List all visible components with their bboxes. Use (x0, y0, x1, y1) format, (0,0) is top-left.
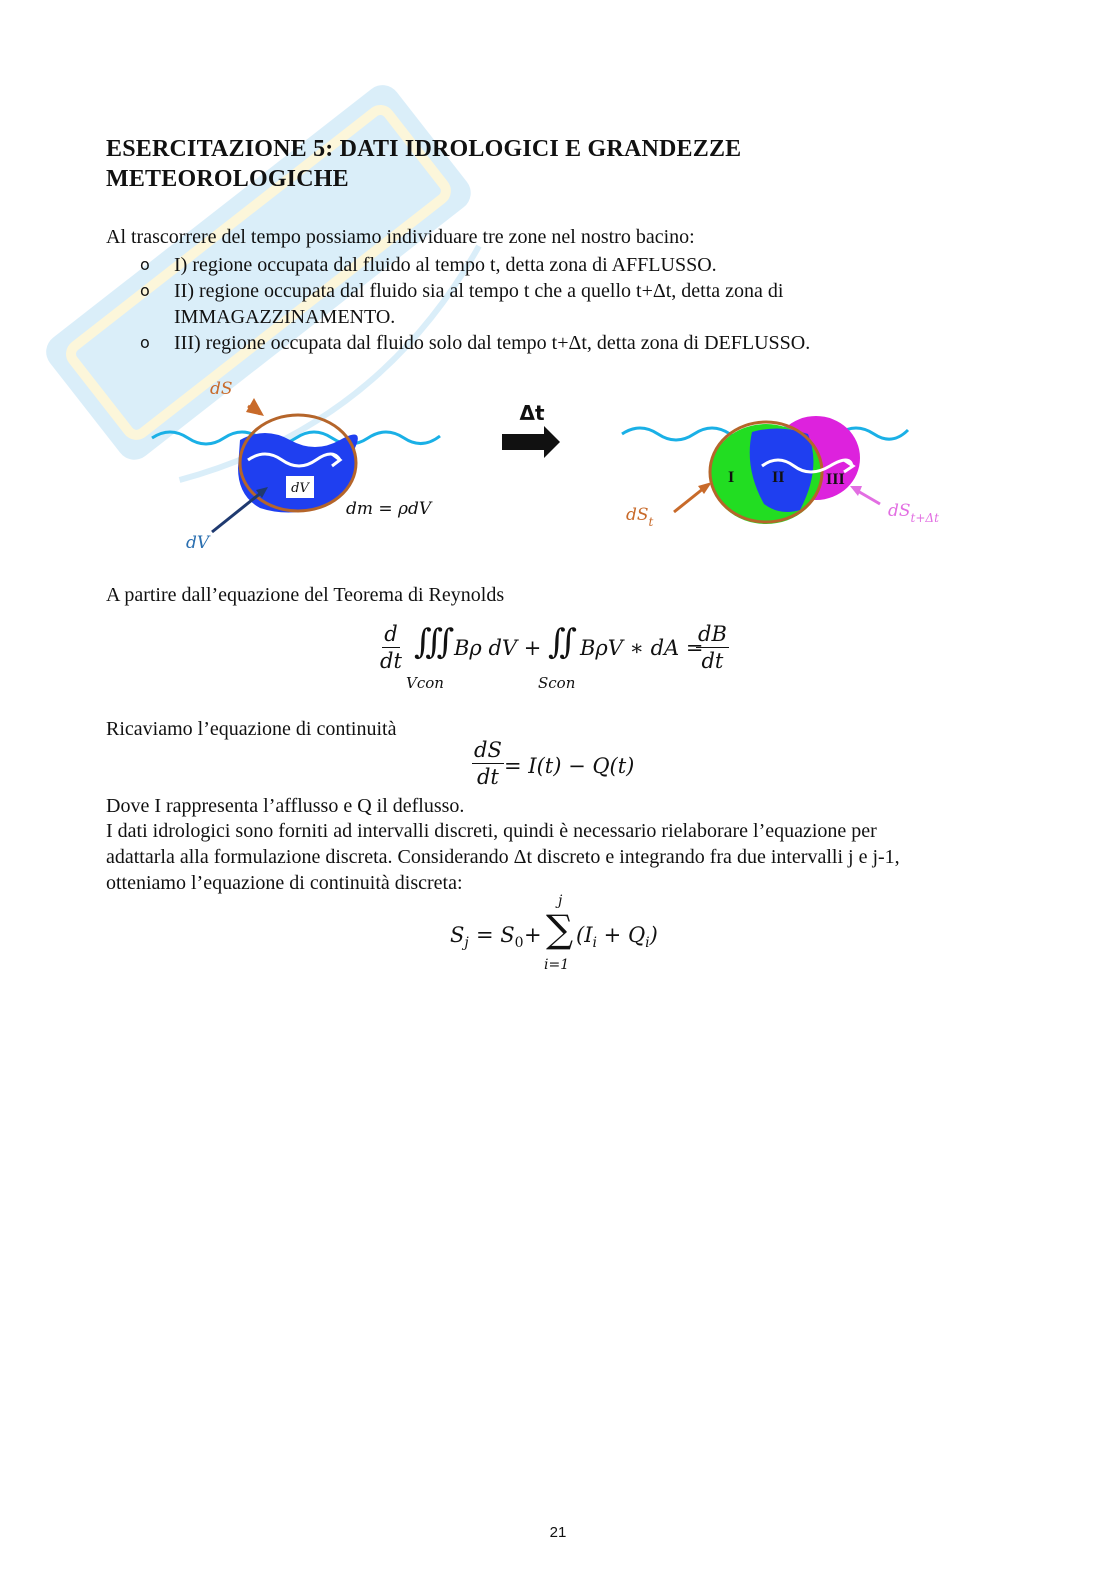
zone-ii-label: II (772, 469, 785, 486)
control-volume-figure (140, 368, 970, 568)
sum-lower: i=1 (544, 957, 570, 973)
zone-iii-label: III (826, 471, 845, 488)
list-item-text: III) regione occupata dal fluido solo dal tempo t+Δt, detta zona di DEFLUSSO. (174, 332, 811, 354)
dV-box-label: dV (291, 481, 309, 496)
continuity-equation (472, 738, 692, 796)
double-integral: ∬ (548, 622, 577, 662)
frac-dS-dt (472, 738, 504, 789)
sigma-icon: ∑ (546, 907, 574, 951)
bullet-icon: o (140, 281, 150, 300)
list-item (106, 330, 1006, 356)
eq-q-sub: i (645, 935, 650, 952)
eq-lhs-main: S (450, 923, 465, 947)
delta-t-label: Δt (519, 401, 545, 425)
bullet-icon: o (140, 333, 150, 352)
triple-integral: ∭ (414, 622, 455, 662)
eq-s0 (476, 923, 524, 951)
dStdt-label (888, 501, 939, 525)
eq-sum-term (576, 923, 658, 951)
eq-q-term: + Q (603, 923, 646, 947)
water-surface-left (152, 432, 440, 444)
title-line-2: METEOROLOGICHE (106, 166, 349, 192)
eq-i-term: (I (576, 923, 593, 947)
eq-s0-sub: 0 (514, 935, 524, 952)
scon-label: Scon (538, 674, 576, 692)
vcon-label: Vcon (406, 674, 444, 692)
frac-num: dB (698, 622, 727, 646)
eq-close: ) (649, 923, 658, 947)
frac-den: dt (701, 649, 724, 673)
title-line-1: ESERCITAZIONE 5: DATI IDROLOGICI E GRANDEZZE (106, 136, 742, 162)
zone-list (106, 252, 1006, 356)
time-arrow-icon (502, 426, 560, 458)
eq-plus: + (524, 923, 542, 947)
list-item (106, 278, 1006, 330)
frac-den: dt (380, 649, 402, 673)
discrete-continuity-equation (450, 893, 690, 979)
frac-num: dS (474, 738, 502, 762)
dSt-main: dS (626, 505, 649, 525)
continuity-rhs: = I(t) − Q(t) (504, 754, 635, 778)
eq-s0-main: = S (476, 923, 515, 947)
frac-den: dt (476, 765, 499, 789)
frac-num: d (384, 622, 398, 646)
after-continuity-line-2: I dati idrologici sono forniti ad intervalli discreti, quindi è necessario rielaborare l’equazione per (106, 820, 877, 842)
list-item (106, 252, 1006, 278)
eq-lhs (450, 923, 469, 951)
dm-label: dm = ρdV (346, 499, 432, 519)
control-volume-blob (238, 433, 358, 513)
reynolds-equation (378, 620, 758, 696)
eq-i-sub: i (592, 935, 597, 952)
frac-dB-dt (696, 622, 729, 673)
dStdt-sub: t+Δt (910, 511, 939, 525)
after-continuity-line-1: Dove I rappresenta l’afflusso e Q il deflusso. (106, 795, 465, 817)
frac-d-dt (378, 622, 404, 673)
after-continuity-line-4: otteniamo l’equazione di continuità discreta: (106, 872, 463, 894)
dV-arrow-label: dV (186, 533, 210, 553)
dStdt-main: dS (888, 501, 911, 521)
zone-i-label: I (728, 469, 735, 486)
sum-upper: j (558, 893, 563, 909)
page-number: 21 (549, 1524, 567, 1541)
after-continuity-line-3: adattarla alla formulazione discreta. Considerando Δt discreto e integrando fra due intervalli j e j-1, (106, 846, 900, 868)
reynolds-term2: BρV ∗ dA = (580, 636, 704, 660)
dS-label: dS (210, 379, 233, 399)
page-title (106, 134, 1006, 194)
continuity-intro: Ricaviamo l’equazione di continuità (106, 718, 397, 740)
reynolds-intro: A partire dall’equazione del Teorema di Reynolds (106, 584, 505, 606)
list-item-text: I) regione occupata dal fluido al tempo t, detta zona di AFFLUSSO. (174, 254, 717, 276)
list-item-text: II) regione occupata dal fluido sia al tempo t che a quello t+Δt, detta zona di IMMAGAZZINAMENTO. (174, 280, 784, 328)
intro-paragraph: Al trascorrere del tempo possiamo individuare tre zone nel nostro bacino: (106, 226, 695, 248)
eq-lhs-sub: j (464, 935, 469, 952)
dSt-sub: t (648, 515, 654, 529)
dSt-label (626, 505, 654, 529)
bullet-icon: o (140, 255, 150, 274)
reynolds-term1: Bρ dV + (454, 636, 542, 660)
